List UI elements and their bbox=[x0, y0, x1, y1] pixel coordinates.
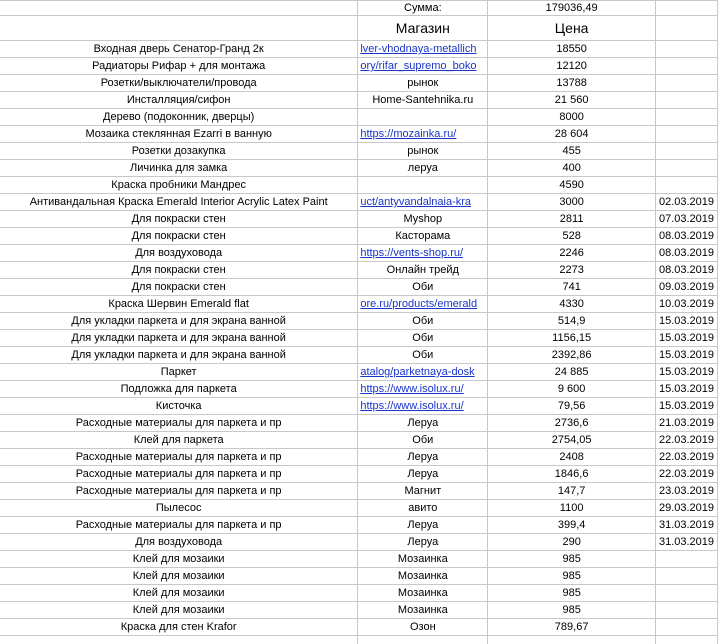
store-link-cell[interactable]: atalog/parketnaya-dosk bbox=[358, 364, 488, 381]
store-link-cell[interactable]: https://www.isolux.ru/ bbox=[358, 381, 488, 398]
price-cell[interactable]: 13788 bbox=[488, 75, 656, 92]
store-cell[interactable]: Мозаинка bbox=[358, 551, 488, 568]
date-cell[interactable]: 08.03.2019 bbox=[655, 262, 717, 279]
date-cell[interactable] bbox=[655, 177, 717, 194]
table-row bbox=[0, 194, 718, 211]
summary-label[interactable]: Сумма: bbox=[358, 1, 488, 16]
table-row bbox=[0, 177, 718, 194]
item-cell[interactable]: Клей для мозаики bbox=[0, 551, 358, 568]
price-cell[interactable]: 2754,05 bbox=[488, 432, 656, 449]
date-cell[interactable] bbox=[655, 109, 717, 126]
price-cell[interactable]: 8000 bbox=[488, 109, 656, 126]
item-cell[interactable]: Дерево (подоконник, дверцы) bbox=[0, 109, 358, 126]
store-cell[interactable] bbox=[358, 109, 488, 126]
header-row bbox=[0, 16, 718, 41]
table-row bbox=[0, 75, 718, 92]
table-row bbox=[0, 364, 718, 381]
store-cell[interactable] bbox=[358, 177, 488, 194]
price-cell[interactable]: 2736,6 bbox=[488, 415, 656, 432]
date-cell[interactable]: 31.03.2019 bbox=[655, 517, 717, 534]
date-cell[interactable] bbox=[655, 75, 717, 92]
item-cell[interactable]: Кисточка bbox=[0, 398, 358, 415]
date-cell[interactable] bbox=[655, 636, 717, 644]
item-cell[interactable]: Краска для стен Krafor bbox=[0, 619, 358, 636]
store-cell[interactable]: леруа bbox=[358, 160, 488, 177]
table-row bbox=[0, 636, 718, 644]
price-cell[interactable]: 789,67 bbox=[488, 619, 656, 636]
price-cell[interactable]: 2273 bbox=[488, 262, 656, 279]
table-row bbox=[0, 619, 718, 636]
price-cell[interactable]: 2392,86 bbox=[488, 347, 656, 364]
store-cell[interactable]: Магнит bbox=[358, 483, 488, 500]
price-cell[interactable]: 985 bbox=[488, 551, 656, 568]
store-cell[interactable]: Мозаинка bbox=[358, 585, 488, 602]
header-store[interactable]: Магазин bbox=[358, 16, 488, 41]
table-row bbox=[0, 551, 718, 568]
price-cell[interactable]: 1156,15 bbox=[488, 330, 656, 347]
price-cell[interactable]: 290 bbox=[488, 534, 656, 551]
item-cell[interactable]: Для укладки паркета и для экрана ванной bbox=[0, 347, 358, 364]
date-cell[interactable]: 15.03.2019 bbox=[655, 347, 717, 364]
item-cell[interactable]: Для покраски стен bbox=[0, 228, 358, 245]
date-cell[interactable]: 08.03.2019 bbox=[655, 228, 717, 245]
item-cell[interactable]: Мозаика стеклянная Ezarri в ванную bbox=[0, 126, 358, 143]
item-cell[interactable]: Пылесос bbox=[0, 500, 358, 517]
store-cell[interactable]: Леруа bbox=[358, 415, 488, 432]
table-row bbox=[0, 245, 718, 262]
item-cell[interactable]: Для укладки паркета и для экрана ванной bbox=[0, 313, 358, 330]
store-cell[interactable]: Myshop bbox=[358, 211, 488, 228]
header-date[interactable] bbox=[655, 16, 717, 41]
table-row bbox=[0, 58, 718, 75]
price-cell[interactable] bbox=[488, 636, 656, 644]
date-cell[interactable]: 10.03.2019 bbox=[655, 296, 717, 313]
store-cell[interactable]: Оби bbox=[358, 347, 488, 364]
store-cell[interactable]: Мозаинка bbox=[358, 568, 488, 585]
item-cell[interactable]: Розетки/выключатели/провода bbox=[0, 75, 358, 92]
store-cell[interactable]: Леруа bbox=[358, 517, 488, 534]
store-cell[interactable] bbox=[358, 636, 488, 644]
table-row bbox=[0, 500, 718, 517]
item-cell[interactable]: Личинка для замка bbox=[0, 160, 358, 177]
header-price[interactable]: Цена bbox=[488, 16, 656, 41]
price-cell[interactable]: 18550 bbox=[488, 41, 656, 58]
price-cell[interactable]: 985 bbox=[488, 568, 656, 585]
date-cell[interactable]: 02.03.2019 bbox=[655, 194, 717, 211]
price-cell[interactable]: 1100 bbox=[488, 500, 656, 517]
store-link-cell[interactable]: https://vents-shop.ru/ bbox=[358, 245, 488, 262]
table-row bbox=[0, 432, 718, 449]
price-cell[interactable]: 399,4 bbox=[488, 517, 656, 534]
store-link-cell[interactable]: ory/rifar_supremo_boko bbox=[358, 58, 488, 75]
store-cell[interactable]: Леруа bbox=[358, 466, 488, 483]
item-cell[interactable]: Инсталляция/сифон bbox=[0, 92, 358, 109]
summary-row bbox=[0, 1, 718, 16]
table-row bbox=[0, 415, 718, 432]
store-cell[interactable]: Оби bbox=[358, 313, 488, 330]
date-cell[interactable]: 15.03.2019 bbox=[655, 398, 717, 415]
store-cell[interactable]: Касторама bbox=[358, 228, 488, 245]
table-row bbox=[0, 330, 718, 347]
price-cell[interactable]: 2811 bbox=[488, 211, 656, 228]
price-cell[interactable]: 21 560 bbox=[488, 92, 656, 109]
price-cell[interactable]: 514,9 bbox=[488, 313, 656, 330]
store-cell[interactable]: Леруа bbox=[358, 449, 488, 466]
price-cell[interactable]: 3000 bbox=[488, 194, 656, 211]
item-cell[interactable]: Для покраски стен bbox=[0, 262, 358, 279]
table-row bbox=[0, 262, 718, 279]
date-cell[interactable] bbox=[655, 92, 717, 109]
table-row bbox=[0, 41, 718, 58]
item-cell[interactable]: Клей для мозаики bbox=[0, 585, 358, 602]
store-cell[interactable]: Онлайн трейд bbox=[358, 262, 488, 279]
table-row bbox=[0, 534, 718, 551]
item-cell[interactable]: Радиаторы Рифар + для монтажа bbox=[0, 58, 358, 75]
cell[interactable] bbox=[0, 1, 358, 16]
date-cell[interactable]: 15.03.2019 bbox=[655, 364, 717, 381]
store-cell[interactable]: Мозаинка bbox=[358, 602, 488, 619]
table-row bbox=[0, 347, 718, 364]
store-link-cell[interactable]: https://www.isolux.ru/ bbox=[358, 398, 488, 415]
table-row bbox=[0, 211, 718, 228]
date-cell[interactable] bbox=[655, 568, 717, 585]
item-cell[interactable]: Краска Шервин Emerald flat bbox=[0, 296, 358, 313]
price-cell[interactable]: 147,7 bbox=[488, 483, 656, 500]
table-row bbox=[0, 449, 718, 466]
price-cell[interactable]: 28 604 bbox=[488, 126, 656, 143]
price-cell[interactable]: 24 885 bbox=[488, 364, 656, 381]
table-row bbox=[0, 483, 718, 500]
date-cell[interactable]: 22.03.2019 bbox=[655, 466, 717, 483]
date-cell[interactable] bbox=[655, 160, 717, 177]
date-cell[interactable] bbox=[655, 41, 717, 58]
date-cell[interactable]: 15.03.2019 bbox=[655, 381, 717, 398]
date-cell[interactable]: 09.03.2019 bbox=[655, 279, 717, 296]
table-row bbox=[0, 126, 718, 143]
price-cell[interactable]: 4590 bbox=[488, 177, 656, 194]
item-cell[interactable]: Клей для мозаики bbox=[0, 568, 358, 585]
table-row bbox=[0, 143, 718, 160]
item-cell[interactable]: Клей для паркета bbox=[0, 432, 358, 449]
price-cell[interactable]: 4330 bbox=[488, 296, 656, 313]
date-cell[interactable]: 29.03.2019 bbox=[655, 500, 717, 517]
store-link-cell[interactable]: lver-vhodnaya-metallich bbox=[358, 41, 488, 58]
price-cell[interactable]: 2408 bbox=[488, 449, 656, 466]
item-cell[interactable]: Паркет bbox=[0, 364, 358, 381]
table-row bbox=[0, 381, 718, 398]
item-cell[interactable]: Расходные материалы для паркета и пр bbox=[0, 483, 358, 500]
item-cell[interactable]: Расходные материалы для паркета и пр bbox=[0, 415, 358, 432]
table-row bbox=[0, 398, 718, 415]
date-cell[interactable] bbox=[655, 126, 717, 143]
table-row bbox=[0, 517, 718, 534]
price-cell[interactable]: 528 bbox=[488, 228, 656, 245]
date-cell[interactable] bbox=[655, 602, 717, 619]
price-cell[interactable]: 985 bbox=[488, 602, 656, 619]
item-cell[interactable]: Краска пробники Мандрес bbox=[0, 177, 358, 194]
store-cell[interactable]: Home-Santehnika.ru bbox=[358, 92, 488, 109]
item-cell[interactable]: Подложка для паркета bbox=[0, 381, 358, 398]
cell[interactable] bbox=[655, 1, 717, 16]
item-cell[interactable]: Для покраски стен bbox=[0, 211, 358, 228]
price-cell[interactable]: 1846,6 bbox=[488, 466, 656, 483]
item-cell[interactable]: Входная дверь Сенатор-Гранд 2к bbox=[0, 41, 358, 58]
table-row bbox=[0, 92, 718, 109]
date-cell[interactable]: 08.03.2019 bbox=[655, 245, 717, 262]
price-cell[interactable]: 2246 bbox=[488, 245, 656, 262]
table-row bbox=[0, 602, 718, 619]
price-cell[interactable]: 455 bbox=[488, 143, 656, 160]
price-cell[interactable]: 9 600 bbox=[488, 381, 656, 398]
item-cell[interactable]: Расходные материалы для паркета и пр bbox=[0, 466, 358, 483]
item-cell[interactable]: Для воздуховода bbox=[0, 534, 358, 551]
store-cell[interactable]: авито bbox=[358, 500, 488, 517]
date-cell[interactable]: 07.03.2019 bbox=[655, 211, 717, 228]
price-cell[interactable]: 79,56 bbox=[488, 398, 656, 415]
store-cell[interactable]: Оби bbox=[358, 432, 488, 449]
date-cell[interactable] bbox=[655, 58, 717, 75]
item-cell[interactable]: Расходные материалы для паркета и пр bbox=[0, 517, 358, 534]
date-cell[interactable] bbox=[655, 585, 717, 602]
date-cell[interactable] bbox=[655, 619, 717, 636]
date-cell[interactable]: 23.03.2019 bbox=[655, 483, 717, 500]
item-cell[interactable] bbox=[0, 636, 358, 644]
item-cell[interactable]: Для воздуховода bbox=[0, 245, 358, 262]
table-row bbox=[0, 466, 718, 483]
header-item[interactable] bbox=[0, 16, 358, 41]
price-cell[interactable]: 741 bbox=[488, 279, 656, 296]
table-row bbox=[0, 296, 718, 313]
store-link-cell[interactable]: https://mozainka.ru/ bbox=[358, 126, 488, 143]
date-cell[interactable]: 15.03.2019 bbox=[655, 330, 717, 347]
price-cell[interactable]: 400 bbox=[488, 160, 656, 177]
item-cell[interactable]: Антивандальная Краска Emerald Interior Acrylic Latex Paint bbox=[0, 194, 358, 211]
store-link-cell[interactable]: uct/antyvandalnaia-kra bbox=[358, 194, 488, 211]
price-cell[interactable]: 985 bbox=[488, 585, 656, 602]
date-cell[interactable]: 31.03.2019 bbox=[655, 534, 717, 551]
item-cell[interactable]: Для укладки паркета и для экрана ванной bbox=[0, 330, 358, 347]
table-row bbox=[0, 585, 718, 602]
date-cell[interactable] bbox=[655, 143, 717, 160]
table-row bbox=[0, 160, 718, 177]
store-cell[interactable]: Озон bbox=[358, 619, 488, 636]
date-cell[interactable]: 15.03.2019 bbox=[655, 313, 717, 330]
table-row bbox=[0, 279, 718, 296]
date-cell[interactable]: 22.03.2019 bbox=[655, 449, 717, 466]
item-cell[interactable]: Клей для мозаики bbox=[0, 602, 358, 619]
store-cell[interactable]: рынок bbox=[358, 75, 488, 92]
store-cell[interactable]: Оби bbox=[358, 330, 488, 347]
store-link-cell[interactable]: ore.ru/products/emerald bbox=[358, 296, 488, 313]
item-cell[interactable]: Розетки дозакупка bbox=[0, 143, 358, 160]
table-row bbox=[0, 568, 718, 585]
item-cell[interactable]: Расходные материалы для паркета и пр bbox=[0, 449, 358, 466]
store-cell[interactable]: Оби bbox=[358, 279, 488, 296]
table-row bbox=[0, 313, 718, 330]
store-cell[interactable]: рынок bbox=[358, 143, 488, 160]
date-cell[interactable]: 21.03.2019 bbox=[655, 415, 717, 432]
store-cell[interactable]: Леруа bbox=[358, 534, 488, 551]
summary-value[interactable]: 179036,49 bbox=[488, 1, 656, 16]
price-cell[interactable]: 12120 bbox=[488, 58, 656, 75]
date-cell[interactable] bbox=[655, 551, 717, 568]
item-cell[interactable]: Для покраски стен bbox=[0, 279, 358, 296]
date-cell[interactable]: 22.03.2019 bbox=[655, 432, 717, 449]
table-row bbox=[0, 228, 718, 245]
table-row bbox=[0, 109, 718, 126]
